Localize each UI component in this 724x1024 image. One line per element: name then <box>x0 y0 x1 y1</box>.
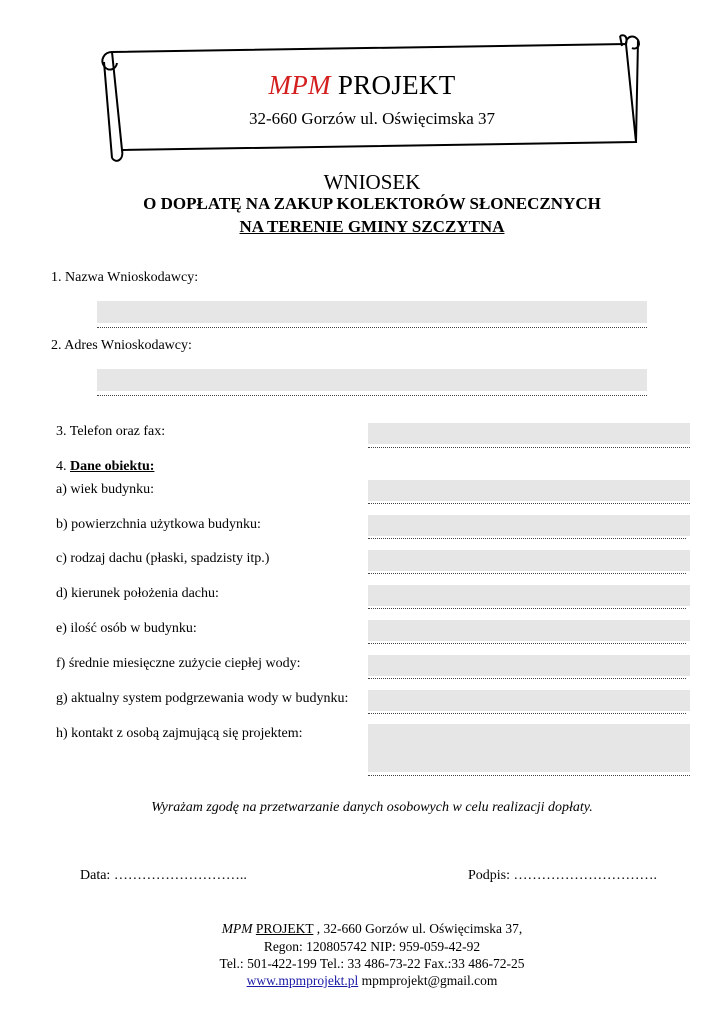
footer-registration: Regon: 120805742 NIP: 959-059-42-92 <box>263 939 481 954</box>
footer-brand: MPM <box>221 921 253 936</box>
heating-system-field[interactable] <box>368 690 690 711</box>
dotted-line <box>368 608 686 609</box>
label-phone-fax: 3. Telefon oraz fax: <box>56 424 166 439</box>
section-number: 4. <box>56 459 70 474</box>
dotted-line <box>368 447 690 448</box>
dotted-line <box>368 678 686 679</box>
consent-statement: Wyrażam zgodę na przetwarzanie danych osobowych w celu realizacji dopłaty. <box>151 800 593 815</box>
footer-email[interactable]: mpmprojekt@gmail.com <box>358 973 498 988</box>
phone-fax-field[interactable] <box>368 423 690 444</box>
document-subtitle-underlined: NA TERENIE GMINY SZCZYTNA <box>239 217 505 236</box>
label-usable-area: b) powierzchnia użytkowa budynku: <box>56 517 261 532</box>
dotted-line <box>368 538 686 539</box>
dotted-line <box>368 713 686 714</box>
dotted-line <box>97 327 647 328</box>
roof-type-field[interactable] <box>368 550 690 571</box>
applicant-address-field[interactable] <box>97 369 647 391</box>
date-line: Data: ……………………….. <box>80 868 247 883</box>
label-applicant-address: 2. Adres Wnioskodawcy: <box>51 338 192 353</box>
dotted-line <box>368 643 686 644</box>
document-subtitle: O DOPŁATĘ NA ZAKUP KOLEKTORÓW SŁONECZNYCH <box>143 194 601 213</box>
applicant-name-field[interactable] <box>97 301 647 323</box>
footer-company-line <box>0 921 724 937</box>
label-applicant-name: 1. Nazwa Wnioskodawcy: <box>51 270 199 285</box>
label-roof-direction: d) kierunek położenia dachu: <box>56 586 219 601</box>
usable-area-field[interactable] <box>368 515 690 536</box>
roof-direction-field[interactable] <box>368 585 690 606</box>
footer-contact <box>0 973 724 989</box>
brand-logo-text: MPM <box>268 70 331 100</box>
label-heating-system: g) aktualny system podgrzewania wody w budynku: <box>56 691 349 706</box>
dotted-line <box>368 775 690 776</box>
website-link[interactable]: www.mpmprojekt.pl <box>246 973 359 988</box>
document-title: WNIOSEK <box>323 170 421 194</box>
dotted-line <box>97 395 647 396</box>
label-contact-person: h) kontakt z osobą zajmującą się projektem: <box>56 726 303 741</box>
signature-line: Podpis: …………………………. <box>468 868 658 883</box>
persons-count-field[interactable] <box>368 620 690 641</box>
label-object-data <box>56 459 154 475</box>
footer-phones: Tel.: 501-422-199 Tel.: 33 486-73-22 Fax.:33 486-72-25 <box>219 956 525 971</box>
label-hot-water-usage: f) średnie miesięczne zużycie ciepłej wody: <box>56 656 301 671</box>
contact-person-field[interactable] <box>368 724 690 772</box>
dotted-line <box>368 503 690 504</box>
label-building-age: a) wiek budynku: <box>56 482 154 497</box>
footer-address: , 32-660 Gorzów ul. Oświęcimska 37, <box>313 921 523 936</box>
banner-address: 32-660 Gorzów ul. Oświęcimska 37 <box>249 109 495 128</box>
section-title: Dane obiektu: <box>70 459 155 474</box>
building-age-field[interactable] <box>368 480 690 501</box>
hot-water-usage-field[interactable] <box>368 655 690 676</box>
footer-brand-rest: PROJEKT <box>255 921 314 936</box>
dotted-line <box>368 573 686 574</box>
banner-title-rest: PROJEKT <box>330 70 456 100</box>
label-persons-count: e) ilość osób w budynku: <box>56 621 197 636</box>
label-roof-type: c) rodzaj dachu (płaski, spadzisty itp.) <box>56 551 270 566</box>
banner-title <box>0 70 724 101</box>
